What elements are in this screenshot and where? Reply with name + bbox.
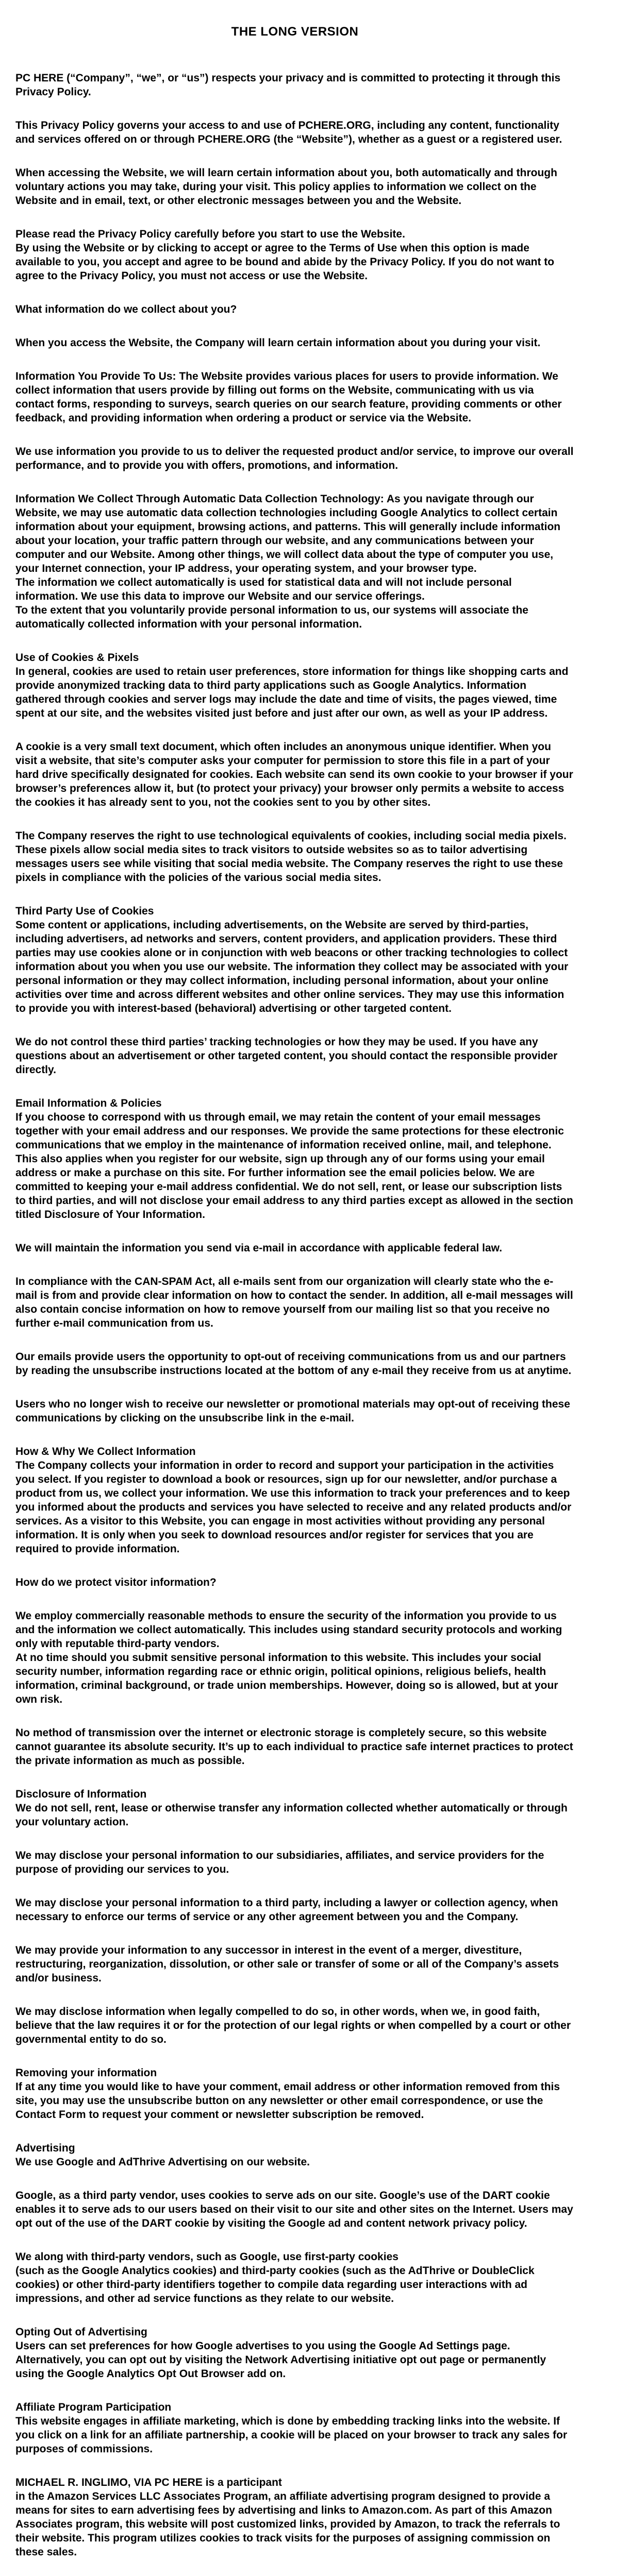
policy-paragraph: We may disclose information when legally compelled to do so, in other words, when we, in good faith, believe that the law requires it or for the protection of our legal rights or when compelled by a court or other governmental entity to do so. bbox=[15, 2006, 571, 2045]
page-title: THE LONG VERSION bbox=[231, 25, 359, 39]
policy-paragraph: Disclosure of Information bbox=[15, 1788, 147, 1800]
policy-section-s27 bbox=[15, 1943, 574, 1985]
policy-paragraph: We may disclose your personal information to our subsidiaries, affiliates, and service providers for the purpose of providing our services to you. bbox=[15, 1850, 544, 1875]
policy-paragraph: We do not control these third parties’ tracking technologies or how they may be used. If you have any questions about an advertisement or other targeted content, you should contact the responsible provider directly. bbox=[15, 1036, 558, 1076]
policy-section-s22 bbox=[15, 1609, 574, 1706]
policy-section-s25 bbox=[15, 1849, 574, 1876]
policy-section-s6 bbox=[15, 336, 574, 350]
policy-paragraph: When accessing the Website, we will learn certain information about you, both automatically and through voluntary actions you may take, during your visit. This policy applies to information we collect on the Website and in email, text, or other electronic messages between you and the Website. bbox=[15, 167, 557, 207]
policy-section-s17 bbox=[15, 1275, 574, 1330]
policy-section-s15 bbox=[15, 1096, 574, 1222]
policy-paragraph: How & Why We Collect Information bbox=[15, 1446, 196, 1458]
policy-paragraph: Google, as a third party vendor, uses cookies to serve ads on our site. Google’s use of the DART cookie enables it to serve ads to our users based on their visit to our site and other sites on the Internet. Users may opt out of the use of the DART cookie by visiting the Google ad and content network privacy policy. bbox=[15, 2190, 573, 2229]
policy-paragraph: By using the Website or by clicking to accept or agree to the Terms of Use when this option is made available to you, you accept and agree to be bound and abide by the Privacy Policy. If you do not want to agree to the Privacy Policy, you must not access or use the Website. bbox=[15, 242, 555, 282]
policy-paragraph: This Privacy Policy governs your access to and use of PCHERE.ORG, including any content, functionality and services offered on or through PCHERE.ORG (the “Website”), whether as a guest or a registered user. bbox=[15, 120, 562, 145]
policy-paragraph: A cookie is a very small text document, which often includes an anonymous unique identifier. When you visit a website, that site’s computer asks your computer for permission to store this file in a part of your hard drive specifically designated for cookies. Each website can send its own cookie to your browser if your browser’s preferences allow it, but (to protect your privacy) your browser only permits a website to access the cookies it has already sent to you, not the cookies sent to you by other sites. bbox=[15, 741, 573, 808]
policy-paragraph: In compliance with the CAN-SPAM Act, all e-mails sent from our organization will clearly state who the e-mail is from and provide clear information on how to contact the sender. In addition, all e-mail messages will also contain concise information on how to remove yourself from our mailing list so that you receive no further e-mail communication from us. bbox=[15, 1276, 573, 1329]
policy-section-s1 bbox=[15, 71, 574, 99]
policy-section-s5 bbox=[15, 302, 574, 316]
policy-section-s8 bbox=[15, 445, 574, 472]
policy-paragraph: MICHAEL R. INGLIMO, VIA PC HERE is a participant bbox=[15, 2477, 282, 2488]
policy-paragraph: Please read the Privacy Policy carefully before you start to use the Website. bbox=[15, 228, 405, 240]
policy-section-s16 bbox=[15, 1241, 574, 1255]
policy-paragraph: We use Google and AdThrive Advertising on our website. bbox=[15, 2156, 310, 2168]
policy-paragraph: To the extent that you voluntarily provide personal information to us, our systems will associate the automatically collected information with your personal information. bbox=[15, 604, 528, 630]
policy-section-s10 bbox=[15, 651, 574, 720]
policy-section-s32 bbox=[15, 2250, 574, 2306]
policy-paragraph: If you choose to correspond with us through email, we may retain the content of your email messages together with your email address and our responses. We provide the same protections for these electronic communications that we employ in the maintenance of information received online, mail, and telephone. This also applies when you register for our website, sign up through any of our forms using your email address or make a purchase on this site. For further information see the email policies below. We are committed to keeping your e-mail address confidential. We do not sell, rent, or lease our subscription lists to third parties, and will not disclose your email address to any third parties except as allowed in the section titled Disclosure of Your Information. bbox=[15, 1111, 573, 1221]
policy-section-s23 bbox=[15, 1726, 574, 1768]
policy-paragraph: Users who no longer wish to receive our newsletter or promotional materials may opt-out of receiving these communications by clicking on the unsubscribe link in the e-mail. bbox=[15, 1398, 570, 1424]
policy-paragraph: Our emails provide users the opportunity to opt-out of receiving communications from us and our partners by reading the unsubscribe instructions located at the bottom of any e-mail they receive from us at anytime. bbox=[15, 1351, 572, 1377]
policy-paragraph: We along with third-party vendors, such as Google, use first-party cookies bbox=[15, 2251, 398, 2263]
policy-paragraph: In general, cookies are used to retain user preferences, store information for things like shopping carts and provide anonymized tracking data to third party applications such as Google Analytics. Information gathered through cookies and server logs may include the date and time of visits, the pages viewed, time spent at our site, and the websites visited just before and just after our own, as well as your IP address. bbox=[15, 666, 569, 719]
policy-section-s24 bbox=[15, 1787, 574, 1829]
policy-section-s35 bbox=[15, 2476, 574, 2559]
policy-section-s11 bbox=[15, 740, 574, 809]
policy-paragraph: Affiliate Program Participation bbox=[15, 2401, 172, 2413]
policy-section-s14 bbox=[15, 1035, 574, 1077]
policy-section-s34 bbox=[15, 2400, 574, 2456]
policy-paragraph: No method of transmission over the internet or electronic storage is completely secure, so this website cannot guarantee its absolute security. It’s up to each individual to practice safe internet practices to protect the private information as much as possible. bbox=[15, 1727, 573, 1767]
policy-paragraph: Advertising bbox=[15, 2142, 75, 2154]
policy-section-s21 bbox=[15, 1575, 574, 1589]
policy-paragraph: Information We Collect Through Automatic Data Collection Technology: As you navigate through our Website, we may use automatic data collection technologies including Google Analytics to collect certain information about your equipment, browsing actions, and patterns. This will generally include information about your location, your traffic pattern through our website, and any communications between your computer and our Website. Among other things, we will collect data about the type of computer you use, your Internet connection, your IP address, your operating system, and your browser type. bbox=[15, 493, 561, 574]
policy-paragraph: Removing your information bbox=[15, 2067, 157, 2079]
policy-paragraph: The information we collect automatically is used for statistical data and will not include personal information. We use this data to improve our Website and our service offerings. bbox=[15, 577, 512, 602]
policy-paragraph: Third Party Use of Cookies bbox=[15, 905, 154, 917]
policy-content bbox=[15, 71, 574, 2576]
policy-section-s4 bbox=[15, 227, 574, 283]
policy-section-s19 bbox=[15, 1397, 574, 1425]
policy-paragraph: We employ commercially reasonable methods to ensure the security of the information you provide to us and the information we collect automatically. This includes using standard security protocols and working only with reputable third-party vendors. bbox=[15, 1610, 562, 1650]
policy-paragraph: Use of Cookies & Pixels bbox=[15, 652, 139, 664]
policy-section-s33 bbox=[15, 2325, 574, 2381]
policy-paragraph: This website engages in affiliate marketing, which is done by embedding tracking links into the website. If you click on a link for an affiliate partnership, a cookie will be placed on your browser to track any sales for purposes of commissions. bbox=[15, 2415, 568, 2455]
policy-paragraph: Users can set preferences for how Google advertises to you using the Google Ad Settings page. Alternatively, you can opt out by visiting the Network Advertising initiative opt out page or permanently using the Google Analytics Opt Out Browser add on. bbox=[15, 2340, 546, 2380]
policy-section-s28 bbox=[15, 2005, 574, 2046]
policy-paragraph: When you access the Website, the Company will learn certain information about you during your visit. bbox=[15, 337, 541, 349]
policy-paragraph: The Company collects your information in order to record and support your participation in the activities you select. If you register to download a book or resources, sign up for our newsletter, and/or purchase a product from us, we collect your information. We use this information to track your preferences and to keep you informed about the products and services you have selected to receive and any related products and/or services. As a visitor to this Website, you can engage in most activities without providing any personal information. It is only when you seek to download resources and/or register for services that you are required to provide information. bbox=[15, 1460, 572, 1555]
policy-section-s13 bbox=[15, 904, 574, 1015]
policy-paragraph: We will maintain the information you send via e-mail in accordance with applicable federal law. bbox=[15, 1242, 503, 1254]
policy-paragraph: Email Information & Policies bbox=[15, 1097, 162, 1109]
policy-section-s26 bbox=[15, 1896, 574, 1924]
policy-section-s3 bbox=[15, 166, 574, 208]
policy-paragraph: (such as the Google Analytics cookies) and third-party cookies (such as the AdThrive or DoubleClick cookies) or other third-party identifiers together to compile data regarding user interactions with ad impressions, and other ad service functions as they relate to our website. bbox=[15, 2265, 535, 2304]
policy-paragraph: PC HERE (“Company”, “we”, or “us”) respects your privacy and is committed to protecting it through this Privacy Policy. bbox=[15, 72, 561, 98]
policy-section-s20 bbox=[15, 1445, 574, 1556]
policy-section-s7 bbox=[15, 369, 574, 425]
policy-section-s12 bbox=[15, 829, 574, 885]
policy-paragraph: The Company reserves the right to use technological equivalents of cookies, including social media pixels. These pixels allow social media sites to track visitors to outside websites so as to tailor advertising messages users see while visiting that social media website. The Company reserves the right to use these pixels in compliance with the policies of the various social media sites. bbox=[15, 830, 567, 884]
policy-paragraph: What information do we collect about you? bbox=[15, 303, 237, 315]
policy-section-s2 bbox=[15, 118, 574, 146]
policy-paragraph: Some content or applications, including advertisements, on the Website are served by third-parties, including advertisers, ad networks and servers, content providers, and application providers. These third parties may use cookies alone or in conjunction with web beacons or other tracking technologies to collect information about you when you use our website. The information they collect may be associated with your personal information or they may collect information, including personal information, about your online activities over time and across different websites and other online services. They may use this information to provide you with interest-based (behavioral) advertising or other targeted content. bbox=[15, 919, 569, 1014]
policy-paragraph: Information You Provide To Us: The Website provides various places for users to provide information. We collect information that users provide by filling out forms on the Website, communicating with us via contact forms, responding to surveys, search queries on our search feature, providing comments or other feedback, and providing information when ordering a product or service via the Website. bbox=[15, 370, 562, 424]
policy-section-s30 bbox=[15, 2141, 574, 2169]
policy-paragraph: If at any time you would like to have your comment, email address or other information removed from this site, you may use the unsubscribe button on any newsletter or other email correspondence, or use the Contact Form to request your comment or newsletter subscription be removed. bbox=[15, 2081, 560, 2121]
policy-paragraph: We may disclose your personal information to a third party, including a lawyer or collection agency, when necessary to enforce our terms of service or any other agreement between you and the Company. bbox=[15, 1897, 558, 1923]
policy-section-s9 bbox=[15, 492, 574, 631]
policy-paragraph: How do we protect visitor information? bbox=[15, 1577, 217, 1588]
policy-paragraph: We do not sell, rent, lease or otherwise transfer any information collected whether automatically or through your voluntary action. bbox=[15, 1802, 568, 1828]
policy-section-s29 bbox=[15, 2066, 574, 2122]
policy-paragraph: We may provide your information to any successor in interest in the event of a merger, divestiture, restructuring, reorganization, dissolution, or other sale or transfer of some or all of the Company’s assets and/or business. bbox=[15, 1944, 559, 1984]
policy-paragraph: At no time should you submit sensitive personal information to this website. This includes your social security number, information regarding race or ethnic origin, political opinions, religious beliefs, health information, criminal background, or trade union memberships. However, doing so is allowed, but at your own risk. bbox=[15, 1652, 558, 1705]
policy-paragraph: We use information you provide to us to deliver the requested product and/or service, to improve our overall performance, and to provide you with offers, promotions, and information. bbox=[15, 446, 574, 471]
policy-section-s31 bbox=[15, 2189, 574, 2230]
policy-paragraph: in the Amazon Services LLC Associates Program, an affiliate advertising program designed to provide a means for sites to earn advertising fees by advertising and links to Amazon.com. As part of this Amazon Associates program, this website will post customized links, provided by Amazon, to track the referrals to their website. This program utilizes cookies to track visits for the purposes of assigning commission on these sales. bbox=[15, 2490, 560, 2558]
policy-paragraph: Opting Out of Advertising bbox=[15, 2326, 147, 2338]
policy-section-s18 bbox=[15, 1350, 574, 1378]
